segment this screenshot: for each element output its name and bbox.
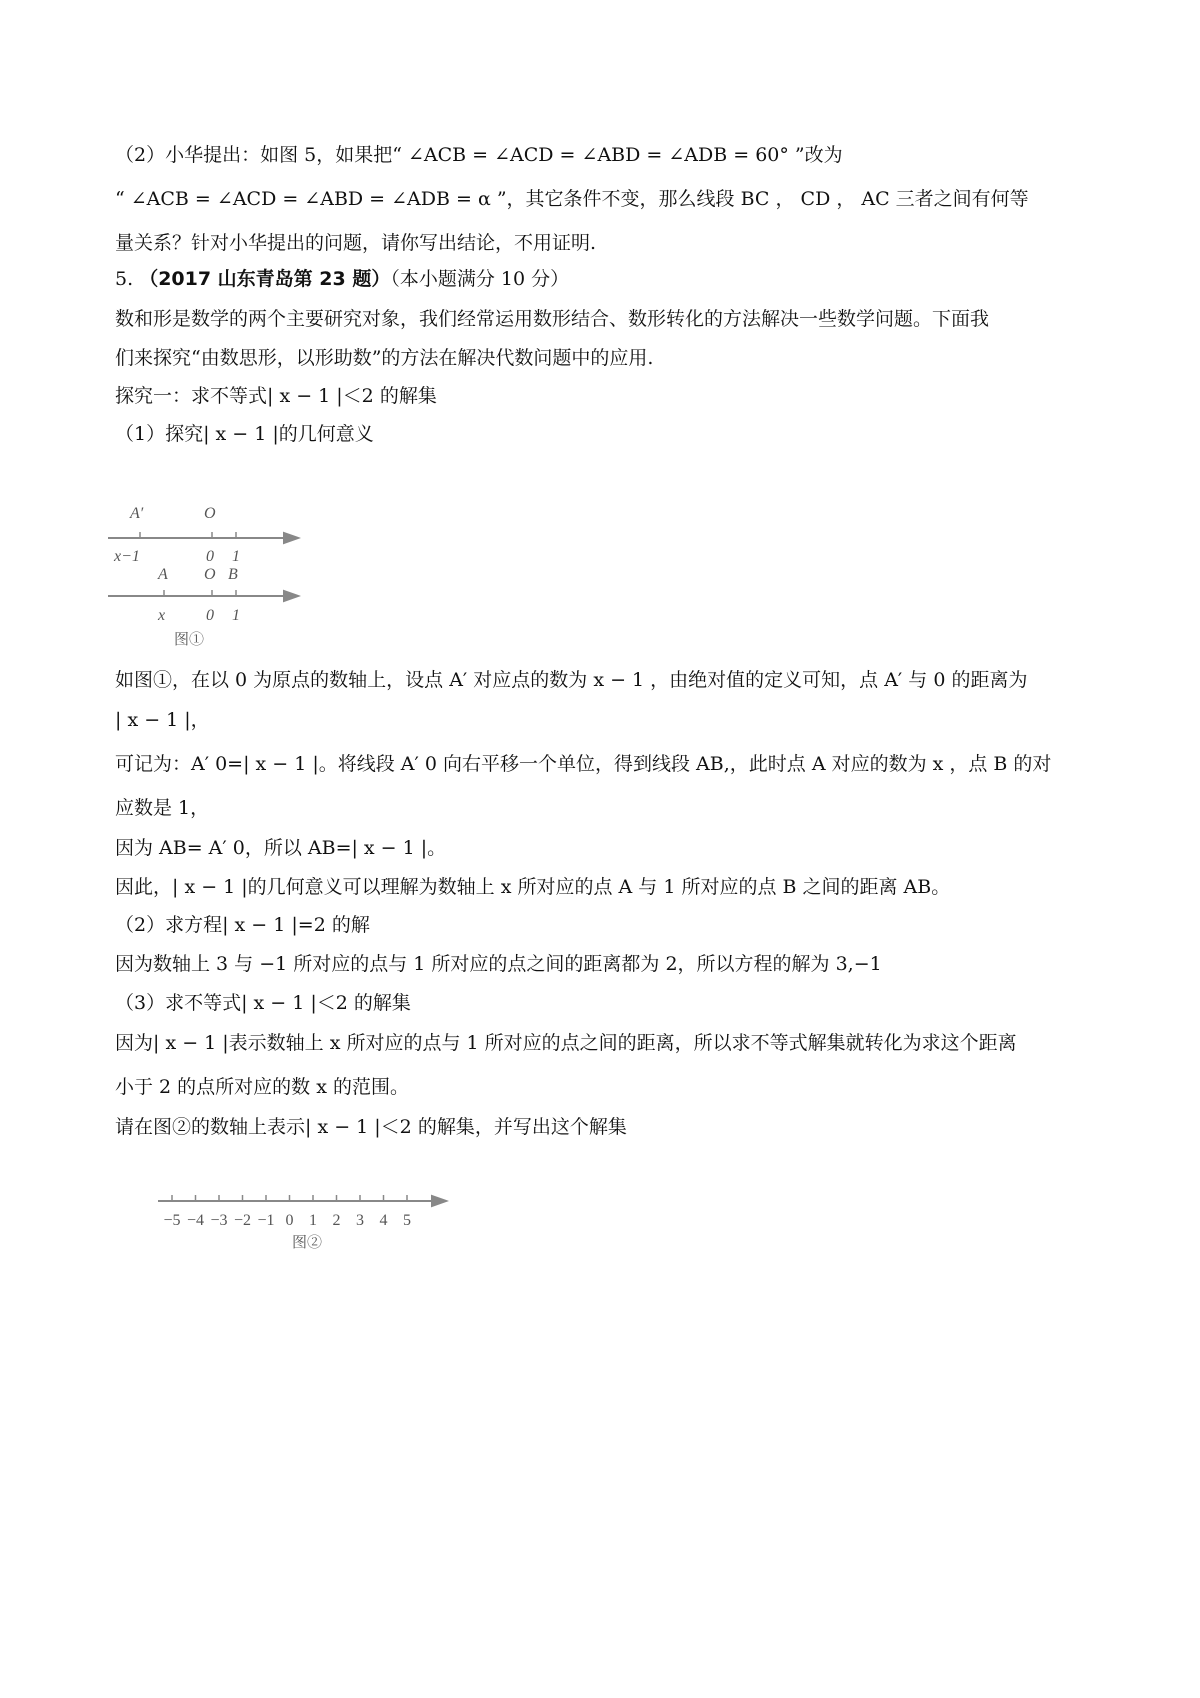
paragraph-line: 因为 AB= A′ 0，所以 AB=| x − 1 |。: [115, 837, 447, 859]
tick-label: 1: [309, 1212, 317, 1229]
tick-label: 0: [285, 1212, 294, 1229]
tick-label: 0: [206, 548, 214, 565]
tick-label: 5: [403, 1212, 411, 1229]
point-label: A: [158, 566, 168, 583]
paragraph-line: 因为数轴上 3 与 −1 所对应的点与 1 所对应的点之间的距离都为 2，所以方程的解为 3,−1: [115, 953, 882, 975]
point-label: O: [204, 505, 216, 522]
paragraph-line: | x − 1 |，: [115, 709, 210, 731]
paragraph-line: 因此，| x − 1 |的几何意义可以理解为数轴上 x 所对应的点 A 与 1 所对应的点 B 之间的距离 AB。: [115, 876, 951, 898]
tick-label: 3: [356, 1212, 364, 1229]
figure-2-number-line: [150, 1185, 480, 1255]
paragraph-line: 请在图②的数轴上表示| x − 1 |＜2 的解集，并写出这个解集: [115, 1116, 627, 1138]
tick-label: x−1: [114, 548, 140, 565]
paragraph-line: （2）小华提出：如图 5，如果把“ ∠ACB = ∠ACD = ∠ABD = ∠ADB = 60° ”改为: [115, 144, 843, 166]
question-number: 5.: [115, 268, 134, 290]
point-label: B: [228, 566, 238, 583]
paragraph-line: 应数是 1，: [115, 797, 210, 819]
arrow-head: [432, 1196, 446, 1206]
paragraph-line: 可记为：A′ 0=| x − 1 |。将线段 A′ 0 向右平移一个单位，得到线段 AB,，此时点 A 对应的数为 x ，点 B 的对: [115, 753, 1052, 775]
figure-1-number-lines: [108, 462, 308, 652]
arrow-head: [284, 533, 298, 543]
paragraph-line: 们来探究“由数思形，以形助数”的方法在解决代数问题中的应用.: [115, 347, 654, 369]
tick-label: 1: [232, 607, 240, 624]
paragraph-line: “ ∠ACB = ∠ACD = ∠ABD = ∠ADB = α ”，其它条件不变，那么线段 BC ， CD ， AC 三者之间有何等: [115, 188, 1029, 210]
tick-label: 0: [206, 607, 214, 624]
arrow-head: [284, 591, 298, 601]
question-source: （2017 山东青岛第 23 题）: [139, 268, 391, 290]
paragraph-line: 数和形是数学的两个主要研究对象，我们经常运用数形结合、数形转化的方法解决一些数学问题。下面我: [115, 308, 990, 330]
paragraph-line: （3）求不等式| x − 1 |＜2 的解集: [115, 992, 411, 1014]
tick-label: −3: [210, 1212, 228, 1229]
tick-label: −2: [233, 1212, 252, 1229]
tick-label: −4: [186, 1212, 205, 1229]
paragraph-line: 量关系？针对小华提出的问题，请你写出结论，不用证明.: [115, 232, 597, 254]
paragraph-line: 因为| x − 1 |表示数轴上 x 所对应的点与 1 所对应的点之间的距离，所以求不等式解集就转化为求这个距离: [115, 1032, 1017, 1054]
tick-label: x: [158, 607, 166, 624]
paragraph-line: 小于 2 的点所对应的数 x 的范围。: [115, 1076, 409, 1098]
paragraph-line: 如图①，在以 0 为原点的数轴上，设点 A′ 对应点的数为 x − 1 ，由绝对值的定义可知，点 A′ 与 0 的距离为: [115, 669, 1028, 691]
point-label: O: [204, 566, 216, 583]
paragraph-line: （2）求方程| x − 1 |=2 的解: [115, 914, 370, 936]
paragraph-line: （1）探究| x − 1 |的几何意义: [115, 423, 374, 445]
tick-label: 2: [332, 1212, 341, 1229]
tick-label: 4: [379, 1212, 388, 1229]
tick-label: 1: [232, 548, 240, 565]
point-label: A′: [130, 505, 144, 522]
paragraph-line: 探究一：求不等式| x − 1 |＜2 的解集: [115, 385, 437, 407]
figure-caption: 图②: [292, 1235, 323, 1251]
question-heading: [115, 265, 1105, 293]
tick-label: −5: [163, 1212, 181, 1229]
figure-caption: 图①: [174, 632, 205, 648]
question-score: （本小题满分 10 分）: [390, 268, 570, 290]
tick-label: −1: [257, 1212, 275, 1229]
